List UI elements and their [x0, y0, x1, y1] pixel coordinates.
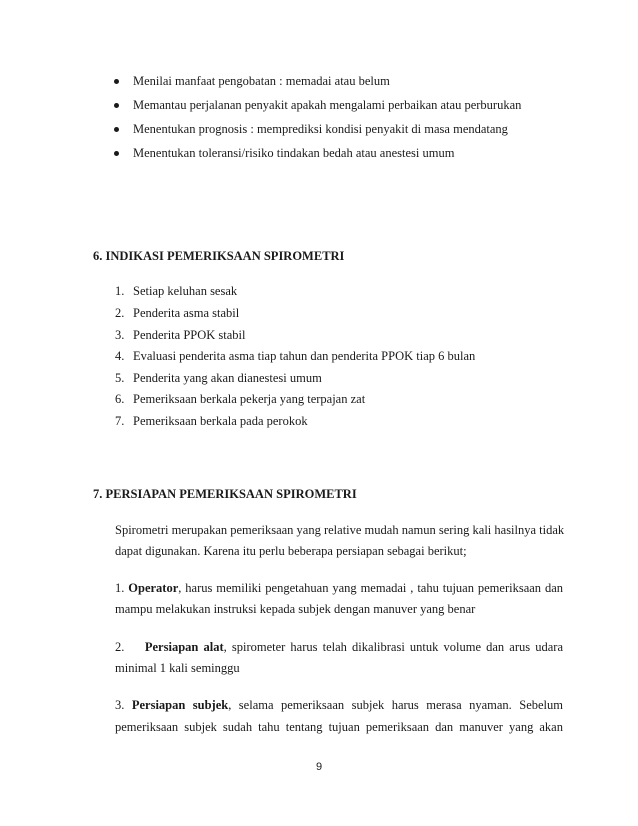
bullet-item: Menentukan toleransi/risiko tindakan bedah atau anestesi umum [133, 146, 455, 160]
paragraph-operator-line: mampu melakukan instruksi kepada subjek dengan manuver yang benar [115, 602, 476, 616]
list-text: Pemeriksaan berkala pada perokok [133, 414, 308, 428]
page-number: 9 [315, 761, 323, 773]
paragraph-alat-line: minimal 1 kali seminggu [115, 661, 240, 675]
bullet-icon [114, 151, 119, 156]
section-6-heading: 6. INDIKASI PEMERIKSAAN SPIROMETRI [93, 249, 345, 263]
list-text: Penderita asma stabil [133, 306, 240, 320]
list-number: 6. [115, 392, 125, 406]
bullet-icon [114, 79, 119, 84]
list-number: 1. [115, 284, 125, 298]
bullet-item: Menentukan prognosis : memprediksi kondisi penyakit di masa mendatang [133, 122, 508, 136]
list-number: 3. [115, 328, 125, 342]
term-persiapan-alat: Persiapan alat [144, 640, 224, 654]
bullet-icon [114, 103, 119, 108]
intro-line: Spirometri merupakan pemeriksaan yang relative mudah namun sering kali hasilnya tidak [115, 523, 565, 537]
list-number: 5. [115, 371, 125, 385]
term-operator: Operator [128, 581, 179, 595]
list-text: Setiap keluhan sesak [133, 284, 238, 298]
paragraph-subjek-line: pemeriksaan subjek sudah tahu tentang tujuan pemeriksaan dan manuver yang akan [115, 720, 563, 734]
paragraph-operator-line: 1. Operator, harus memiliki pengetahuan yang memadai , tahu tujuan pemeriksaan dan [115, 581, 564, 595]
bullet-item: Menilai manfaat pengobatan : memadai atau belum [133, 74, 390, 88]
bullet-icon [114, 127, 119, 132]
intro-line: dapat digunakan. Karena itu perlu beberapa persiapan sebagai berikut; [115, 544, 467, 558]
list-text: Pemeriksaan berkala pekerja yang terpajan zat [133, 392, 366, 406]
list-number: 2. [115, 306, 125, 320]
section-7-heading: 7. PERSIAPAN PEMERIKSAAN SPIROMETRI [93, 487, 357, 501]
list-number: 4. [115, 349, 125, 363]
list-number: 7. [115, 414, 125, 428]
paragraph-alat-line: 2. Persiapan alat, spirometer harus telah dikalibrasi untuk volume dan arus udara [115, 640, 564, 654]
bullet-item: Memantau perjalanan penyakit apakah mengalami perbaikan atau perburukan [133, 98, 522, 112]
list-text: Penderita yang akan dianestesi umum [133, 371, 322, 385]
list-text: Penderita PPOK stabil [133, 328, 246, 342]
term-persiapan-subjek: Persiapan subjek [131, 698, 229, 712]
paragraph-subjek-line: 3. Persiapan subjek, selama pemeriksaan subjek harus merasa nyaman. Sebelum [115, 698, 564, 712]
list-text: Evaluasi penderita asma tiap tahun dan penderita PPOK tiap 6 bulan [133, 349, 476, 363]
